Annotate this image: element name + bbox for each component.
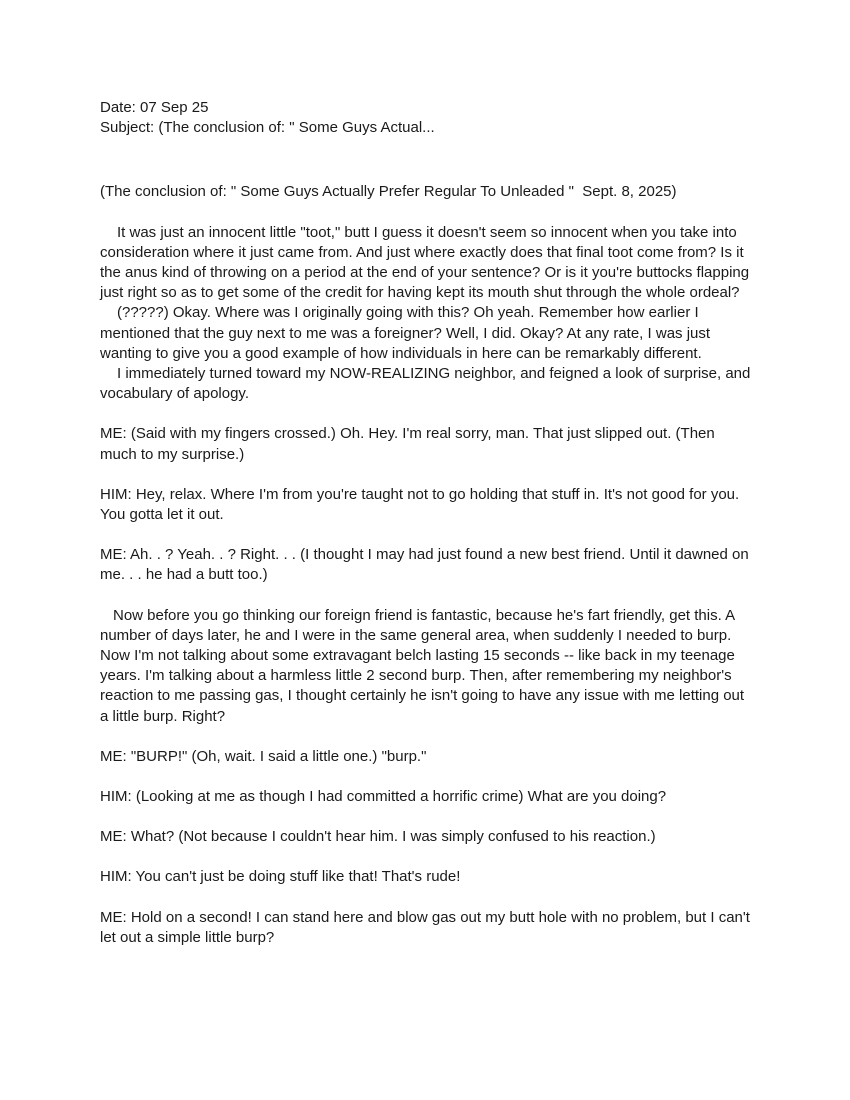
spacer xyxy=(100,807,752,827)
spacer xyxy=(100,203,752,223)
spacer xyxy=(100,525,752,545)
subject-line: Subject: (The conclusion of: " Some Guys Actual... xyxy=(100,119,435,137)
dialogue-line: ME: What? (Not because I couldn't hear him. I was simply confused to his reaction.) xyxy=(100,828,656,846)
paragraph: It was just an innocent little "toot," butt I guess it doesn't seem so innocent when you take into consideration where it just came from. And just where exactly does that final toot come from? Is it the anus kind of throwing on a period at the end of your sentence? Or is it you're buttocks flapping just right so as to get some of the credit for having kept its mouth shut through the whole ordeal? xyxy=(100,223,750,302)
spacer xyxy=(100,847,752,867)
spacer xyxy=(100,727,752,747)
dialogue-line: ME: (Said with my fingers crossed.) Oh. Hey. I'm real sorry, man. That just slipped out. (Then much to my surprise.) xyxy=(100,425,715,463)
spacer xyxy=(100,888,752,908)
dialogue-line: HIM: (Looking at me as though I had committed a horrific crime) What are you doing? xyxy=(100,788,667,806)
paragraph: Now before you go thinking our foreign friend is fantastic, because he's fart friendly, get this. A number of days later, he and I were in the same general area, when suddenly I needed to burp. Now I'm not talking about some extravagant belch lasting 15 seconds -- like back in my teenage years. I'm talking about a harmless little 2 second burp. Then, after remembering my neighbor's reaction to me passing gas, I thought certainly he isn't going to have any issue with me letting out a little burp. Right? xyxy=(100,606,745,725)
spacer xyxy=(100,767,752,787)
spacer xyxy=(100,404,752,424)
spacer xyxy=(100,586,752,606)
dialogue-line: ME: Ah. . ? Yeah. . ? Right. . . (I thought I may had just found a new best friend. Until it dawned on me. . . he had a butt too.) xyxy=(100,546,749,584)
dialogue-line: ME: Hold on a second! I can stand here and blow gas out my butt hole with no problem, but I can't let out a simple little burp? xyxy=(100,908,750,946)
dialogue-line: HIM: You can't just be doing stuff like that! That's rude! xyxy=(100,868,461,886)
spacer xyxy=(100,138,752,182)
date-line: Date: 07 Sep 25 xyxy=(100,99,209,116)
dialogue-line: HIM: Hey, relax. Where I'm from you're taught not to go holding that stuff in. It's not good for you. You gotta let it out. xyxy=(100,485,740,524)
document-content xyxy=(100,98,752,948)
paragraph: (?????) Okay. Where was I originally going with this? Oh yeah. Remember how earlier I mentioned that the guy next to me was a foreigner? Well, I did. Okay? At any rate, I was just wanting to give you a good example of how individuals in here can be remarkably different. xyxy=(100,304,711,362)
dialogue-line: ME: "BURP!" (Oh, wait. I said a little one.) "burp." xyxy=(100,747,427,765)
story-title: (The conclusion of: " Some Guys Actually Prefer Regular To Unleaded " Sept. 8, 2025) xyxy=(100,183,677,201)
paragraph: I immediately turned toward my NOW-REALIZING neighbor, and feigned a look of surprise, and vocabulary of apology. xyxy=(100,365,751,403)
spacer xyxy=(100,465,752,485)
